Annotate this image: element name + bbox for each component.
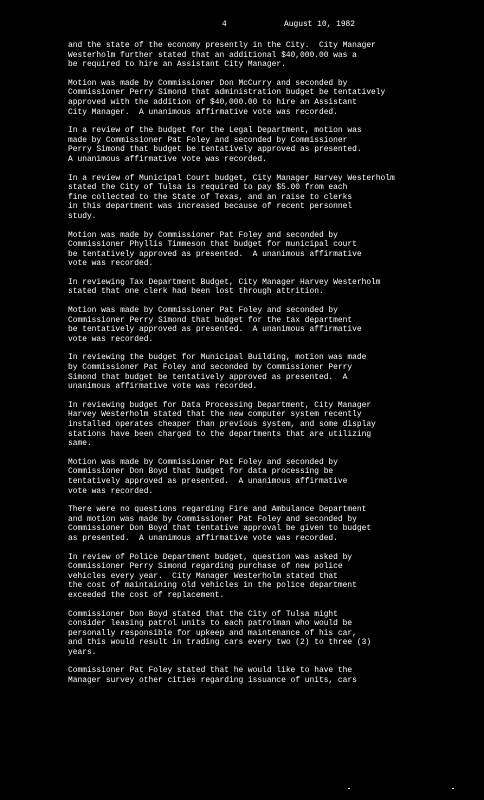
page-number: 4: [222, 20, 227, 29]
paragraph: and the state of the economy presently in the City. City Manager Westerholm further stated that an additional $40,000.00 was a be required to hire an Assistant City Manager.: [68, 41, 376, 70]
paragraph: Motion was made by Commissioner Don McCurry and seconded by Commissioner Perry Simond that administration budget be tentatively approved with the addition of $40,000.00 to hire an Assistant City Manager. A unanimous affirmative vote was recorded.: [68, 78, 386, 117]
paragraph: Commissioner Pat Foley stated that he would like to have the Manager survey other cities regarding issuance of units, cars: [68, 666, 357, 686]
paragraph: In a review of Municipal Court budget, City Manager Harvey Westerholm stated the City of Tulsa is required to pay $5.00 from each fine collected to the State of Texas, and an raise to clerks in this department was increased because of recent personnel study.: [68, 173, 395, 221]
paragraph: In reviewing the budget for Municipal Building, motion was made by Commissioner Pat Foley and seconded by Commissioner Perry Simond that budget be tentatively approved as presented. A unanimous affirmative vote was recorded.: [68, 353, 367, 392]
paragraph: Motion was made by Commissioner Pat Foley and seconded by Commissioner Perry Simond that budget for the tax department be tentatively approved as presented. A unanimous affirmative vote was recorded.: [68, 306, 362, 344]
paragraph: Motion was made by Commissioner Pat Foley and seconded by Commissioner Don Boyd that budget for data processing be tentatively approved as presented. A unanimous affirmative vote was recorded.: [68, 457, 348, 496]
paragraph: In reviewing budget for Data Processing Department, City Manager Harvey Westerholm stated that the new computer system recently installed operates cheaper than previous system, and some display stations have been charged to the departments that are utilizing same.: [68, 400, 376, 449]
paragraph: There were no questions regarding Fire and Ambulance Department and motion was made by Commissioner Pat Foley and seconded by Commissioner Don Boyd that tentative approval be given to budget as presented. A unanimous affirmative vote was recorded.: [68, 505, 372, 543]
scan-speck: [452, 788, 454, 789]
scan-speck: [348, 788, 350, 789]
paragraph: Motion was made by Commissioner Pat Foley and seconded by Commissioner Phyllis Timmeson that budget for municipal court be tentatively approved as presented. A unanimous affirmative vote was recorded.: [68, 230, 362, 269]
page-header: [0, 20, 484, 32]
paragraph: Commissioner Don Boyd stated that the City of Tulsa might consider leasing patrol units to each patrolman who would be personally responsible for upkeep and maintenance of his car, and this would result in trading cars every two (2) to three (3) years.: [68, 609, 372, 657]
paragraph: In reviewing Tax Department Budget, City Manager Harvey Westerholm stated that one clerk had been lost through attrition.: [68, 277, 381, 297]
meeting-date: August 10, 1982: [284, 20, 356, 29]
minutes-body: [68, 41, 460, 695]
paragraph: In review of Police Department budget, question was asked by Commissioner Perry Simond regarding purchase of new police vehicles every year. City Manager Westerholm stated that the cost of maintaining old vehicles in the police department exceeded the cost of replacement.: [68, 552, 357, 600]
paragraph: In a review of the budget for the Legal Department, motion was made by Commissioner Pat Foley and seconded by Commissioner Perry Simond that budget be tentatively approved as presented. A unanimous affirmative vote was recorded.: [68, 126, 362, 164]
